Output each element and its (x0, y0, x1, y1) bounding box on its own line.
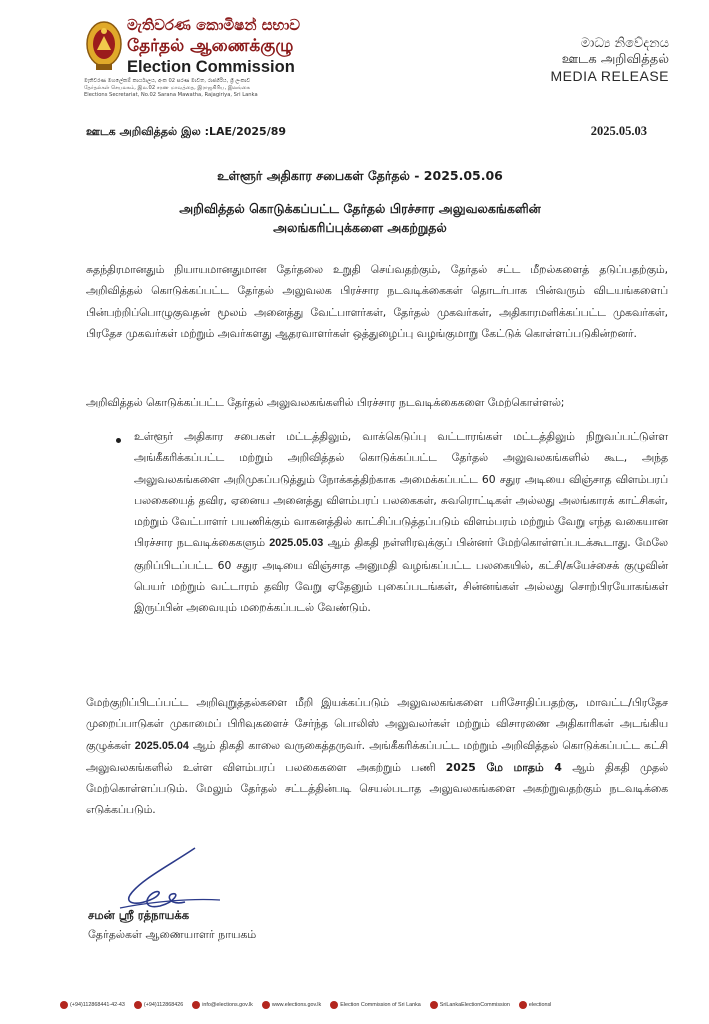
bullet-dot-icon (116, 438, 121, 443)
phone-icon (60, 1001, 68, 1009)
org-name-sinhala: මැතිවරණ කොමිෂන් සභාව (127, 16, 301, 34)
title-line-3: அலங்கரிப்புக்களை அகற்றுதல் (273, 220, 447, 235)
p3-text-part3: ஆம் திகதி முதல் மேற்கொள்ளப்படும். மேலும் தேர்தல் சட்டத்தின்படி செயல்படாத அலுவலகங்களை அகற்றுவதற்கும் நடவடிக்கை எடுக்கப்படும். (86, 760, 668, 817)
reference-number: ஊடக அறிவித்தல் இல :LAE/2025/89 (86, 125, 287, 138)
footer-contacts (60, 997, 660, 1013)
address-english: Elections Secretariat, No.02 Sarana Mawatha, Rajagiriya, Sri Lanka (84, 92, 258, 98)
paragraph-3 (86, 692, 668, 821)
title-line-1: உள்ளூர் அதிகார சபைகள் தேர்தல் - 2025.05.06 (217, 168, 503, 183)
footer-email[interactable] (192, 1001, 253, 1009)
twitter-icon (430, 1001, 438, 1009)
footer-website[interactable] (262, 1001, 321, 1009)
email-icon (192, 1001, 200, 1009)
signatory-title: தேர்தல்கள் ஆணையாளர் நாயகம் (88, 928, 257, 941)
address-block (84, 78, 364, 99)
address-sinhala: මැතිවරණ මහලේකම් කාර්යාලය, අංක 02 සරණ මාවත, රාජගිරිය, ශ්‍රී ලංකාව (84, 78, 251, 84)
p3-text-part1: மேற்குறிப்பிடப்பட்ட அறிவுறுத்தல்களை மீறி இயக்கப்படும் அலுவலகங்களை பரிசோதிப்பதற்கு, மாவட்ட/பிரதேச முறைப்பாடுகள் முகாமைப் பிரிவுகளைச் சேர்ந்த பொலிஸ் அலுவலர்கள் மற்றும் விசாரணை அதிகாரிகள் அடங்கிய குழுக்கள் (86, 696, 668, 752)
org-name-english: Election Commission (127, 58, 295, 76)
footer-website-text: www.elections.gov.lk (271, 1002, 322, 1008)
media-release-sinhala: මාධ්‍ය නිවේදනය (580, 36, 669, 51)
p3-date: 2025.05.04 (134, 739, 189, 752)
footer-facebook-text: Election Commission of Sri Lanka (340, 1002, 421, 1008)
globe-icon (262, 1001, 270, 1009)
bullet-text-part2: ஆம் திகதி நள்ளிரவுக்குப் பின்னர் மேற்கொள்ளப்படக்கூடாது. மேலே குறிப்பிடப்பட்ட 60 சதுர அடியை விஞ்சாத அனுமதி வழங்கப்பட்ட பலகையில், கட்சி/சுயேச்சைக் குழுவின் பெயர் மற்றும் வட்டாரம் தவிர வேறு ஏதேனும் புகைப்படங்கள், சின்னங்கள் அல்லது சொற்பிரயோகங்கள் இருப்பின் அவையும் மறைக்கப்படல் வேண்டும். (134, 536, 668, 615)
signatory-name: சமன் ஸ்ரீ ரத்நாயக்க (88, 908, 190, 922)
footer-fax-text: (+94)112868426 (143, 1002, 184, 1008)
bullet-text-part1: உள்ளூர் அதிகார சபைகள் மட்டத்திலும், வாக்கெடுப்பு வட்டாரங்கள் மட்டத்திலும் நிறுவப்பட்டுள்ள அங்கீகரிக்கப்பட்ட மற்றும் அறிவித்தல் கொடுக்கப்பட்ட தேர்தல் அலுவலகங்களில் கூட, அந்த அலுவலகங்களை அறிமுகப்படுத்தும் நோக்கத்திற்காக அமைக்கப்பட்ட 60 சதுர அடியை விஞ்சாத விளம்பரப் பலகையைத் தவிர, ஏனைய அனைத்து விளம்பரப் பலகைகள், சுவரொட்டிகள் அல்லது அலங்காரக் காட்சிகள், மற்றும் வேட்பாளர் பயணிக்கும் வாகனத்தில் காட்சிப்படுத்தப்படும் விளம்பரம் மற்றும் வேறு எந்த வகையான பிரச்சார நடவடிக்கைகளும் (134, 430, 668, 550)
footer-facebook[interactable] (330, 1001, 421, 1009)
fax-icon (134, 1001, 142, 1009)
title-line-2: அறிவித்தல் கொடுக்கப்பட்ட தேர்தல் பிரச்சார அலுவலகங்களின் (179, 201, 541, 216)
media-release-tamil: ஊடக அறிவித்தல் (561, 52, 669, 67)
bullet-paragraph (134, 426, 668, 619)
footer-email-text: info@elections.gov.lk (202, 1002, 253, 1008)
address-tamil: தேர்தல்கள் செயலகம், இல.02 சரண மாவத்தை, இராஜகிரிய, இலங்கை (84, 85, 251, 91)
p3-text-part2: ஆம் திகதி காலை வருகைத்தருவர். அங்கீகரிக்கப்பட்ட மற்றும் அறிவித்தல் கொடுக்கப்பட்ட கட்சி அலுவலகங்களில் உள்ள விளம்பரப் பலகைகளை அகற்றும் பணி (86, 738, 668, 774)
footer-instagram-text: electionsl (528, 1002, 552, 1008)
release-date: 2025.05.03 (590, 124, 647, 138)
national-emblem-icon (84, 18, 124, 74)
footer-twitter[interactable] (430, 1001, 510, 1009)
footer-instagram[interactable] (519, 1001, 551, 1009)
p3-month: 2025 மே மாதம் 4 (445, 760, 562, 774)
footer-fax[interactable] (134, 1001, 183, 1009)
media-release-english: MEDIA RELEASE (550, 68, 669, 84)
instagram-icon (519, 1001, 527, 1009)
paragraph-1: சுதந்திரமானதும் நியாயமானதுமான தேர்தலை உறுதி செய்வதற்கும், தேர்தல் சட்ட மீறல்களைத் தடுப்பதற்கும், அறிவித்தல் கொடுக்கப்பட்ட தேர்தல் அலுவலக பிரச்சார நடவடிக்கைகள் தொடர்பாக பின்வரும் விடயங்களைப் பின்பற்றிப்பொழுகுவதன் மூலம் அனைத்து வேட்பாளர்கள், தேர்தல் முகவர்கள், அதிகாரமளிக்கப்பட்ட முகவர்கள், பிரதேச முகவர்கள் மற்றும் அவர்களது ஆதரவாளர்கள் ஒத்துழைப்பு வழங்குமாறு கேட்டுக் கொள்ளப்படுகின்றனர். (86, 263, 668, 340)
footer-phone-text: (+94)112868441-42-43 (70, 1002, 125, 1008)
facebook-icon (330, 1001, 338, 1009)
footer-twitter-text: SriLankaElectionCommission (439, 1002, 510, 1008)
bullet-date: 2025.05.03 (269, 537, 324, 550)
footer-phone[interactable] (60, 1001, 125, 1009)
paragraph-2: அறிவித்தல் கொடுக்கப்பட்ட தேர்தல் அலுவலகங்களில் பிரச்சார நடவடிக்கைகளை மேற்கொள்ளல்; (86, 396, 565, 409)
org-name-tamil: தேர்தல் ஆணைக்குழு (127, 36, 294, 56)
